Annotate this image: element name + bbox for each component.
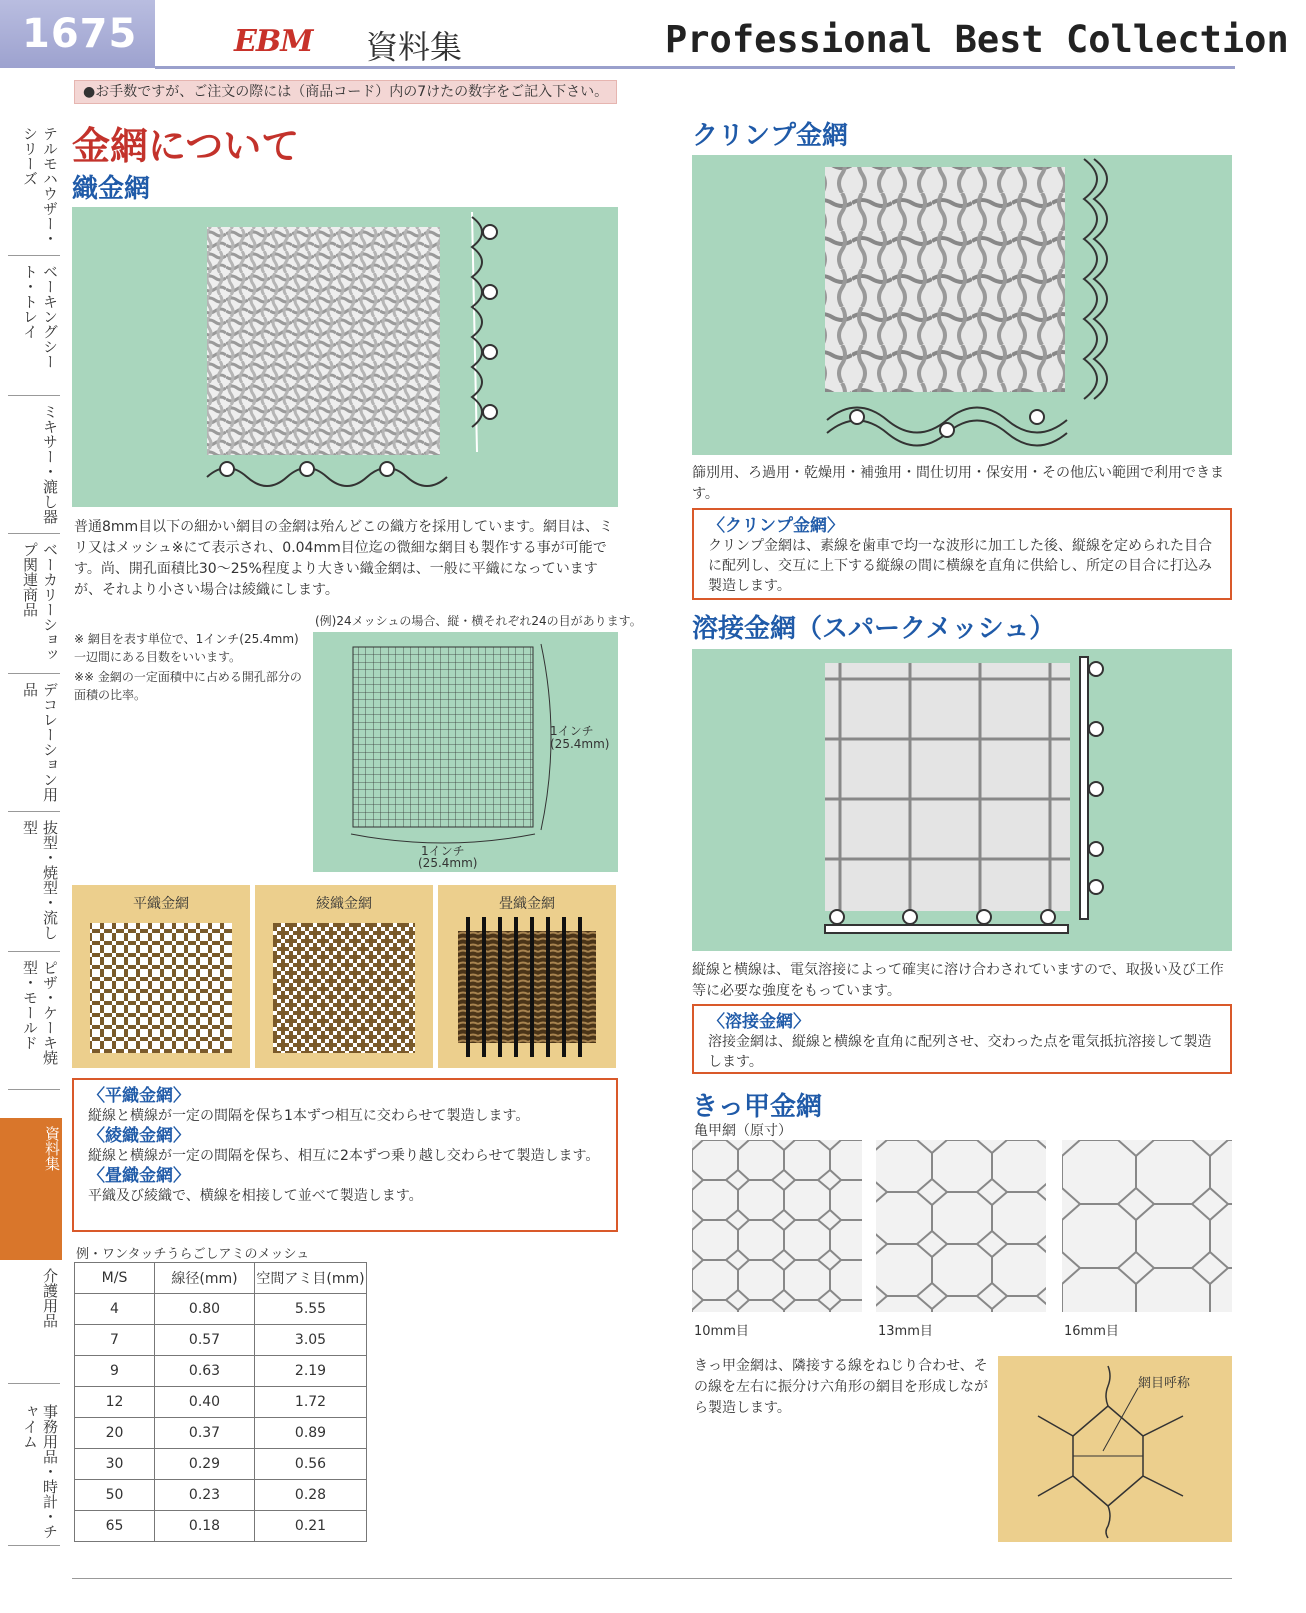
table-header: M/S: [75, 1263, 155, 1294]
dutch-weave-desc: 平織及び綾織で、横線を相接して並べて製造します。: [88, 1188, 423, 1204]
table-cell: 30: [75, 1449, 155, 1480]
crimp-heading: クリンプ金網: [692, 121, 849, 151]
side-tab-pizza-cake-molds[interactable]: ピザ・ケーキ焼型・モールド: [8, 952, 60, 1090]
table-row: [75, 1511, 367, 1542]
weld-mesh-panel: [692, 649, 1232, 951]
table-row: [75, 1356, 367, 1387]
crimp-box-desc: クリンプ金網は、素線を歯車で均一な波形に加工した後、縦線を定められた目合に配列し、交互に上下する縦線の間に横線を直角に供給し、所定の目合に打込み製造します。: [708, 538, 1212, 594]
twill-weave-desc: 縦線と横線が一定の間隔を保ち、相互に2本ずつ乗り越し交わらせて製造します。: [88, 1148, 600, 1164]
hex-photo-10mm: [692, 1140, 862, 1312]
twill-weave-label: 綾織金網: [316, 896, 372, 912]
table-cell: 3.05: [255, 1325, 367, 1356]
brand-logo: EBM: [234, 24, 313, 59]
table-cell: 7: [75, 1325, 155, 1356]
side-tab-decoration[interactable]: デコレーション用品: [8, 674, 60, 812]
table-cell: 0.37: [155, 1418, 255, 1449]
woven-mesh-panel: [72, 207, 618, 507]
plain-weave-title: 〈平織金網〉: [88, 1086, 190, 1106]
side-tab-reference-active[interactable]: 資料集: [0, 1118, 62, 1260]
side-tab-care[interactable]: 介護用品: [8, 1260, 60, 1384]
weave-types-box: [72, 1078, 618, 1232]
table-cell: 0.21: [255, 1511, 367, 1542]
table-cell: 0.28: [255, 1480, 367, 1511]
header-rule: [155, 66, 1235, 69]
order-notice: ●お手数ですが、ご注文の際には（商品コード）内の7けたの数字をご記入下さい。: [74, 80, 617, 104]
footnote-mesh-unit: ※ 網目を表す単位で、1インチ(25.4mm)一辺間にある目数をいいます。: [74, 632, 299, 664]
table-cell: 0.23: [155, 1480, 255, 1511]
plain-weave-label: 平織金網: [133, 896, 189, 912]
hex-description: きっ甲金網は、隣接する線をねじり合わせ、その線を左右に振分け六角形の網目を形成しながら製造します。: [694, 1358, 988, 1416]
crimp-use-text: 篩別用、ろ過用・乾燥用・補強用・間仕切用・保安用・その他広い範囲で利用できます。: [692, 465, 1224, 502]
inch-right-label: 1インチ: [550, 724, 594, 738]
twill-weave-diagram: [255, 913, 433, 1063]
table-cell: 0.89: [255, 1418, 367, 1449]
dutch-weave-label: 畳織金網: [499, 896, 555, 912]
plain-weave-card: [72, 885, 250, 1068]
table-header: 線径(mm): [155, 1263, 255, 1294]
crimp-info-box: [692, 508, 1232, 600]
footnote-open-area: ※※ 金網の一定面積中に占める開孔部分の面積の比率。: [74, 670, 302, 702]
inch-right-mm: (25.4mm): [550, 737, 610, 751]
table-header-row: [75, 1263, 367, 1294]
table-row: [75, 1294, 367, 1325]
hex-subheading: 亀甲網（原寸）: [694, 1123, 792, 1139]
dutch-weave-diagram: [438, 913, 616, 1063]
table-cell: 1.72: [255, 1387, 367, 1418]
weld-mesh-illustration: [692, 649, 1232, 951]
side-tab-office[interactable]: 事務用品・時計・チャイム: [8, 1396, 60, 1546]
hex-photo-16mm: [1062, 1140, 1232, 1312]
table-cell: 9: [75, 1356, 155, 1387]
side-tab-bakery-shop[interactable]: ベーカリーショップ関連商品: [8, 534, 60, 674]
table-row: [75, 1387, 367, 1418]
hex-diagram-label: 網目呼称: [1138, 1376, 1191, 1391]
side-tab-cutters-molds[interactable]: 抜型・焼型・流し型: [8, 812, 60, 952]
hex-size-13mm: 13mm目: [878, 1324, 933, 1339]
table-cell: 50: [75, 1480, 155, 1511]
page-title: 金網について: [72, 124, 300, 168]
crimp-mesh-panel: [692, 155, 1232, 455]
mesh-grid-illustration: [313, 632, 618, 872]
hex-heading: きっ甲金網: [692, 1092, 823, 1122]
table-cell: 2.19: [255, 1356, 367, 1387]
table-cell: 5.55: [255, 1294, 367, 1325]
table-row: [75, 1449, 367, 1480]
weld-info-box: [692, 1004, 1232, 1074]
mesh-spec-table: [74, 1262, 367, 1542]
dutch-weave-card: [438, 885, 616, 1068]
table-cell: 0.18: [155, 1511, 255, 1542]
table-row: [75, 1480, 367, 1511]
table-caption: 例・ワンタッチうらごしアミのメッシュ: [76, 1247, 310, 1262]
hex-mesh-photos: [692, 1140, 1232, 1312]
table-cell: 20: [75, 1418, 155, 1449]
table-cell: 4: [75, 1294, 155, 1325]
plain-weave-desc: 縦線と横線が一定の間隔を保ち1本ずつ相互に交わらせて製造します。: [88, 1108, 530, 1124]
weld-box-title: 〈溶接金網〉: [708, 1012, 810, 1032]
table-cell: 65: [75, 1511, 155, 1542]
twill-weave-title: 〈綾織金網〉: [88, 1126, 190, 1146]
weld-use-text: 縦線と横線は、電気溶接によって確実に溶け合わされていますので、取扱い及び工作等に必要な強度をもっています。: [692, 962, 1224, 999]
woven-heading: 織金網: [72, 174, 151, 204]
woven-description: 普通8mm目以下の細かい網目の金網は殆んどこの織方を採用しています。網目は、ミリ又はメッシュ※にて表示され、0.04mm目位迄の微細な網目も製作する事が可能です。尚、開孔面積比30〜25%程度より大きい織金網は、一般に平織になっていますが、それより小さい場合は綾織にします。: [74, 519, 614, 598]
table-cell: 0.29: [155, 1449, 255, 1480]
side-tab-mixer[interactable]: ミキサー・漉し器: [8, 396, 60, 534]
table-cell: 0.56: [255, 1449, 367, 1480]
header-title: 資料集: [366, 28, 463, 66]
table-cell: 0.63: [155, 1356, 255, 1387]
table-row: [75, 1325, 367, 1356]
hex-mesh-diagram: [998, 1356, 1232, 1542]
crimp-mesh-illustration: [692, 155, 1232, 455]
inch-bottom-mm: (25.4mm): [418, 856, 478, 870]
crimp-box-title: 〈クリンプ金網〉: [708, 516, 844, 536]
table-cell: 0.57: [155, 1325, 255, 1356]
table-cell: 0.80: [155, 1294, 255, 1325]
mesh-example-caption: (例)24メッシュの場合、縦・横それぞれ24の目があります。: [315, 614, 642, 628]
hex-size-16mm: 16mm目: [1064, 1324, 1119, 1339]
header-collection: Professional Best Collection: [665, 18, 1289, 61]
inch-bottom-label: 1インチ: [421, 844, 465, 858]
dutch-weave-title: 〈畳織金網〉: [88, 1166, 190, 1186]
weld-heading: 溶接金網（スパークメッシュ）: [692, 614, 1056, 644]
weld-box-desc: 溶接金網は、縦線と横線を直角に配列させ、交わった点を電気抵抗溶接して製造します。: [708, 1034, 1212, 1070]
side-tab-baking-sheet[interactable]: ベーキングシート・トレイ: [8, 256, 60, 396]
mesh-grid-panel: [313, 632, 618, 872]
side-tab-thermohauser[interactable]: テルモハウザー・シリーズ: [8, 118, 60, 256]
hex-diagram-card: [998, 1356, 1232, 1542]
woven-mesh-illustration: [72, 207, 618, 507]
plain-weave-diagram: [72, 913, 250, 1063]
table-header: 空間アミ目(mm): [255, 1263, 367, 1294]
footer-rule: [72, 1578, 1232, 1579]
twill-weave-card: [255, 885, 433, 1068]
page-number: 1675: [0, 0, 155, 68]
table-cell: 12: [75, 1387, 155, 1418]
hex-size-10mm: 10mm目: [694, 1324, 749, 1339]
table-cell: 0.40: [155, 1387, 255, 1418]
hex-photo-13mm: [876, 1140, 1046, 1312]
table-row: [75, 1418, 367, 1449]
